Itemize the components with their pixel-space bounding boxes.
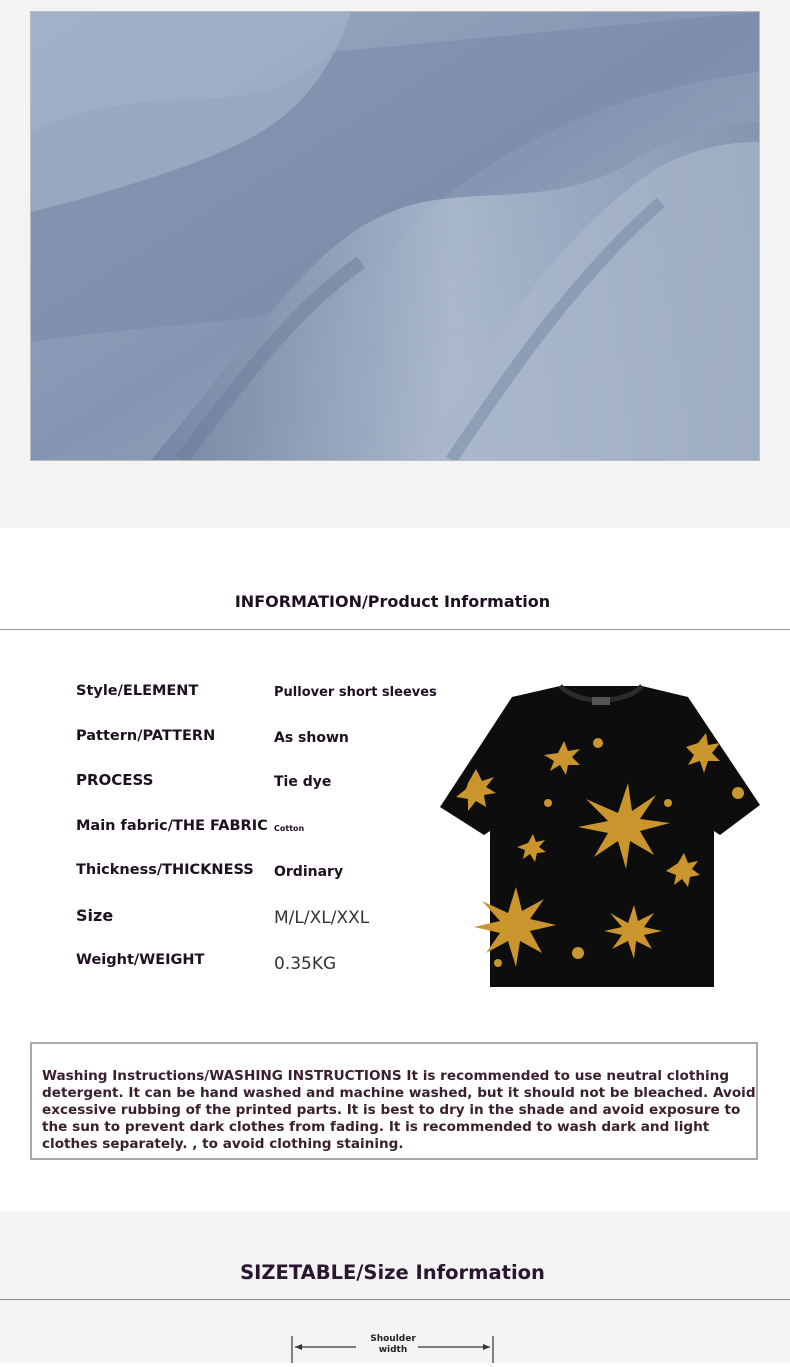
spec-label-size: Size: [76, 906, 114, 925]
spec-value-pattern: As shown: [274, 730, 349, 746]
divider: [0, 1299, 790, 1300]
fabric-closeup-image: [30, 11, 760, 461]
spec-label-process: PROCESS: [76, 771, 154, 789]
size-section-title: SIZETABLE/Size Information: [240, 1261, 545, 1284]
spec-label-weight: Weight/WEIGHT: [76, 952, 205, 968]
divider: [0, 629, 790, 630]
spec-label-fabric: Main fabric/THE FABRIC: [76, 818, 268, 834]
spec-label-thickness: Thickness/THICKNESS: [76, 862, 254, 878]
spec-value-process: Tie dye: [274, 774, 332, 790]
spec-label-style: Style/ELEMENT: [76, 683, 199, 699]
spec-value-weight: 0.35KG: [274, 954, 337, 974]
washing-instructions-text: Washing Instructions/WASHING INSTRUCTIONS It is recommended to use neutral clothing detergent. It can be hand washed and machine washed, but it should not be bleached. Avoid excessive rubbing of the printed parts. It is best to dry in the shade and avoid exposure to the sun to prevent dark clothes from fading. It is recommended to wash dark and light clothes separately. , to avoid clothing staining.: [42, 1068, 756, 1152]
spec-value-thickness: Ordinary: [274, 864, 344, 880]
shoulder-width-label: Shoulder width: [370, 1334, 416, 1355]
spec-value-fabric: Cotton: [274, 824, 305, 833]
washing-instructions-box: [30, 1042, 758, 1160]
info-section-title: INFORMATION/Product Information: [234, 592, 551, 611]
spec-value-style: Pullover short sleeves: [274, 685, 437, 700]
spec-label-pattern: Pattern/PATTERN: [76, 728, 216, 744]
tie-dye-tshirt-image: [438, 683, 764, 991]
spec-value-size: M/L/XL/XXL: [274, 908, 370, 928]
